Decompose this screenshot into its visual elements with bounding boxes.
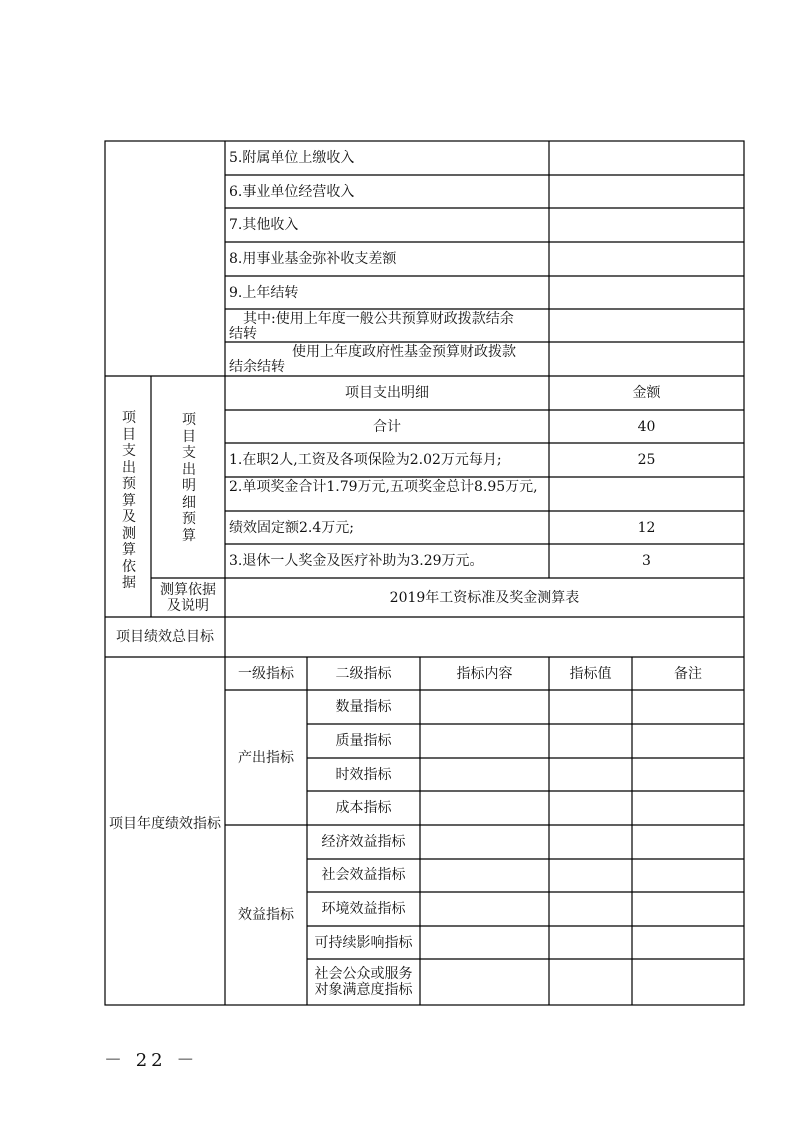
- basis-value: 2019年工资标准及奖金测算表: [389, 590, 580, 606]
- income-row-9: 9.上年结转: [229, 285, 299, 301]
- header-level1: 一级指标: [238, 666, 294, 682]
- expense-outer-label: 项目支出预算及测算依据: [122, 410, 136, 591]
- expense-item-2: 2.单项奖金合计1.79万元,五项奖金总计8.95万元,: [229, 479, 538, 495]
- indicator-satisfaction: 社会公众或服务对象满意度指标: [314, 966, 413, 998]
- income-row-8: 8.用事业基金弥补收支差额: [229, 251, 397, 267]
- expense-item-4: 3.退休一人奖金及医疗补助为3.29万元。: [229, 553, 484, 569]
- indicator-environment: 环境效益指标: [321, 901, 406, 917]
- indicator-section-label: 项目年度绩效指标: [109, 816, 221, 832]
- header-content: 指标内容: [456, 666, 513, 682]
- income-row-fund-line1: 使用上年度政府性基金预算财政拨款: [292, 344, 516, 360]
- header-level2: 二级指标: [335, 666, 392, 682]
- group-benefit: 效益指标: [238, 907, 294, 923]
- performance-goal-label: 项目绩效总目标: [116, 629, 214, 645]
- indicator-sustainability: 可持续影响指标: [314, 935, 413, 951]
- income-row-general-line1: 其中:使用上年度一般公共预算财政拨款结余: [243, 311, 514, 327]
- indicator-timeliness: 时效指标: [335, 767, 392, 783]
- header-note: 备注: [674, 666, 702, 682]
- indicator-cost: 成本指标: [335, 800, 392, 816]
- expense-inner-label: 项目支出明细预算: [182, 412, 196, 544]
- expense-item-1-amount: 25: [637, 452, 656, 468]
- expense-header-detail: 项目支出明细: [345, 385, 429, 401]
- income-row-fund-line2: 结余结转: [229, 359, 285, 375]
- income-row-6: 6.事业单位经营收入: [229, 184, 355, 200]
- expense-item-4-amount: 3: [642, 553, 651, 569]
- indicator-quality: 质量指标: [335, 733, 392, 749]
- expense-total-amount: 40: [637, 419, 656, 435]
- table-border: [105, 141, 744, 1005]
- indicator-economic: 经济效益指标: [321, 834, 406, 850]
- header-value: 指标值: [569, 666, 612, 682]
- income-row-general-line2: 结转: [229, 326, 257, 342]
- page-number: － 22 －: [104, 1050, 199, 1071]
- expense-item-3-amount: 12: [637, 520, 656, 536]
- expense-item-3: 绩效固定额2.4万元;: [229, 520, 354, 536]
- group-output: 产出指标: [238, 750, 294, 766]
- income-row-5: 5.附属单位上缴收入: [229, 150, 355, 166]
- expense-total-label: 合计: [373, 419, 401, 435]
- income-row-7: 7.其他收入: [229, 217, 299, 233]
- expense-header-amount: 金额: [632, 385, 661, 401]
- indicator-social: 社会效益指标: [321, 867, 406, 883]
- indicator-quantity: 数量指标: [335, 699, 392, 715]
- basis-label: 测算依据及说明: [160, 582, 216, 614]
- expense-item-1: 1.在职2人,工资及各项保险为2.02万元每月;: [229, 452, 502, 468]
